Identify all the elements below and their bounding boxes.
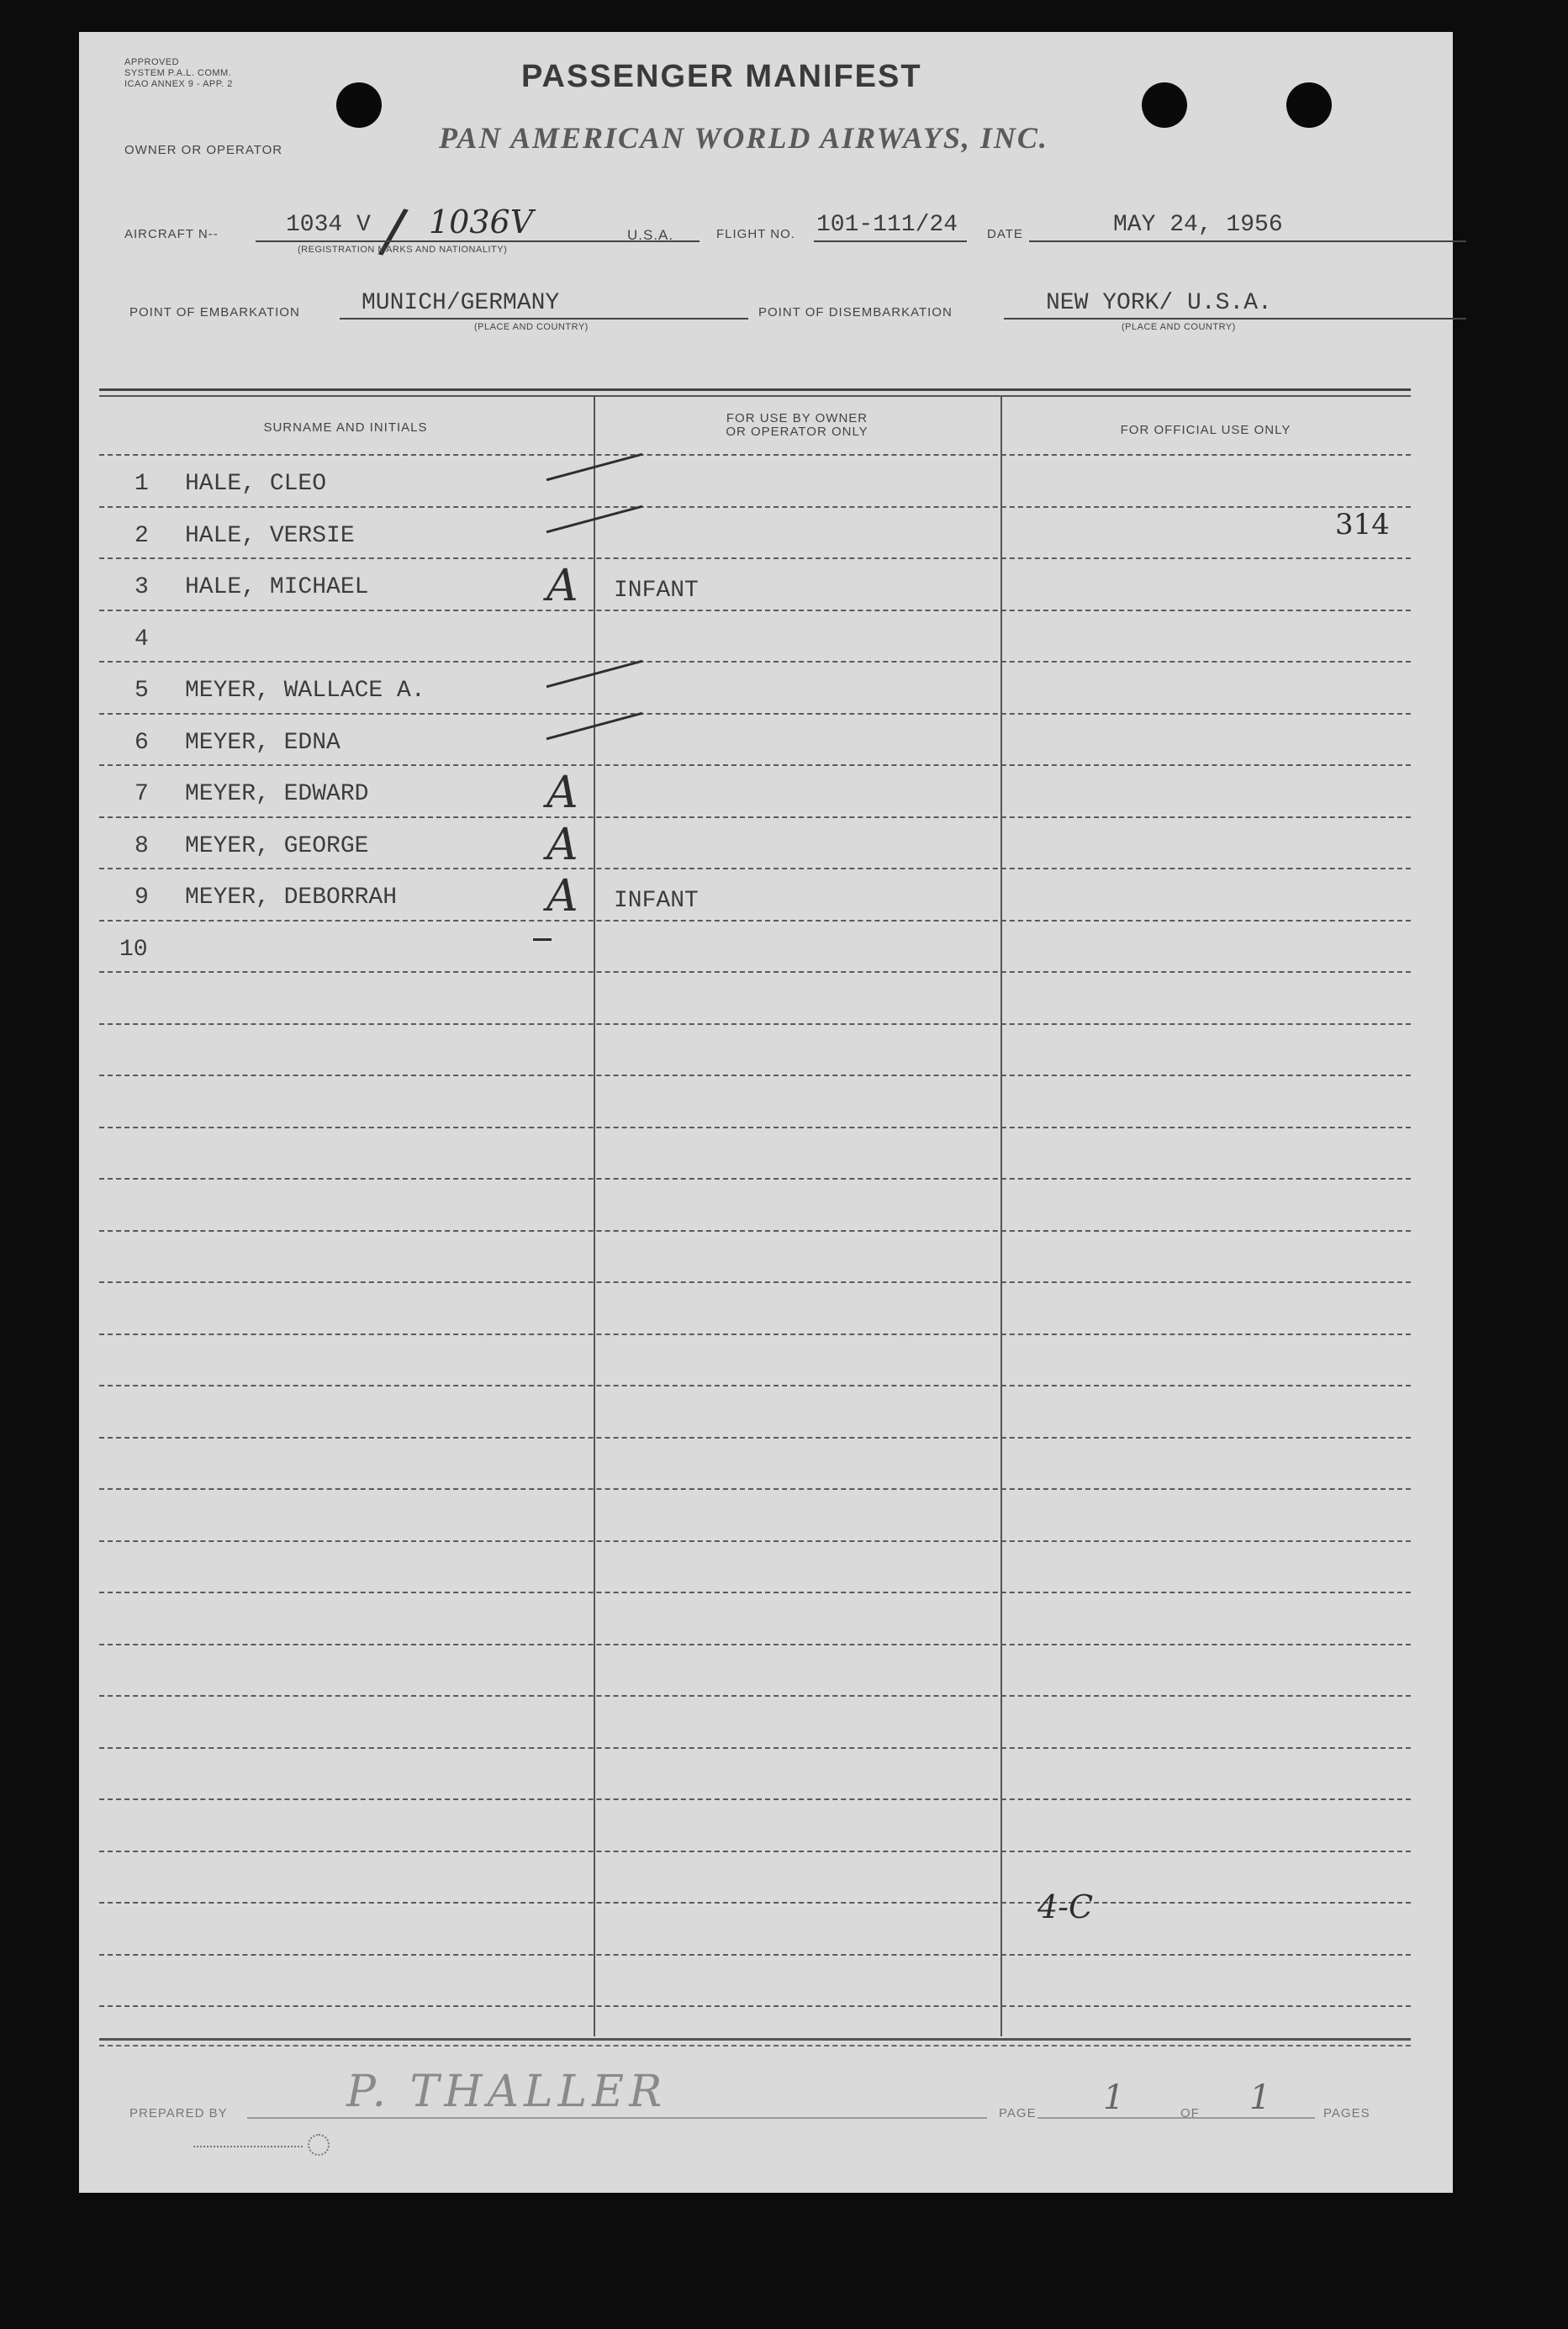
aircraft-handwritten: 1036V	[429, 203, 534, 240]
approval-line-2: SYSTEM P.A.L. COMM.	[124, 68, 232, 78]
page-label: PAGE	[999, 2106, 1037, 2120]
approval-line-3: ICAO ANNEX 9 - APP. 2	[124, 79, 233, 89]
manifest-sheet	[79, 32, 1453, 2193]
prepared-by-underline	[247, 2117, 987, 2119]
pages-label: PAGES	[1323, 2106, 1370, 2120]
column-header-official: FOR OFFICIAL USE ONLY	[1120, 423, 1291, 437]
column-divider-1	[594, 395, 595, 2036]
row-line	[99, 816, 1411, 818]
passenger-number: 10	[119, 937, 148, 963]
passenger-number: 3	[135, 574, 149, 600]
column-header-names: SURNAME AND INITIALS	[263, 420, 428, 435]
printer-seal	[308, 2134, 330, 2156]
embarkation-sublabel: (PLACE AND COUNTRY)	[474, 322, 589, 332]
flight-underline	[814, 240, 967, 242]
passenger-number: 6	[135, 730, 149, 756]
prepared-by-label: PREPARED BY	[129, 2106, 228, 2120]
row-line	[99, 2005, 1411, 2007]
table-top-rule-1	[99, 388, 1411, 391]
table-bottom-rule-2	[99, 2045, 1411, 2046]
row-line	[99, 1437, 1411, 1439]
row-line	[99, 920, 1411, 922]
bottom-note: 4-C	[1037, 1888, 1094, 1925]
row-line	[99, 1127, 1411, 1128]
row-line	[99, 1178, 1411, 1180]
row-line	[99, 1695, 1411, 1697]
page-underline	[1037, 2117, 1315, 2119]
owner-label: OWNER OR OPERATOR	[124, 143, 283, 157]
passenger-number: 2	[135, 523, 149, 549]
column-header-owner-use-2: OR OPERATOR ONLY	[726, 425, 868, 439]
row-line	[99, 506, 1411, 508]
passenger-mark-a: A	[546, 768, 578, 818]
passenger-name: MEYER, EDWARD	[185, 781, 369, 807]
disembarkation-value: NEW YORK/ U.S.A.	[1046, 290, 1272, 316]
row-line	[99, 610, 1411, 611]
punch-hole-middle	[1142, 82, 1187, 128]
row-line	[99, 1747, 1411, 1749]
flight-label: FLIGHT NO.	[716, 227, 795, 241]
row-line	[99, 713, 1411, 715]
nationality: U.S.A.	[627, 227, 674, 243]
column-divider-2	[1000, 395, 1002, 2036]
disembarkation-label: POINT OF DISEMBARKATION	[758, 305, 953, 320]
row-line	[99, 868, 1411, 869]
page-number: 1	[1103, 2078, 1125, 2117]
form-title: PASSENGER MANIFEST	[521, 59, 922, 94]
of-label: OF	[1180, 2106, 1200, 2120]
embarkation-label: POINT OF EMBARKATION	[129, 305, 300, 320]
embarkation-underline	[340, 318, 748, 320]
passenger-number: 5	[135, 678, 149, 704]
row-line	[99, 1023, 1411, 1025]
passenger-number: 8	[135, 833, 149, 859]
passenger-name: MEYER, GEORGE	[185, 833, 369, 859]
row-line	[99, 1798, 1411, 1800]
row-line	[99, 1954, 1411, 1956]
passenger-number: 9	[135, 885, 149, 911]
row-line	[99, 1281, 1411, 1283]
row-line	[99, 1851, 1411, 1852]
row-line	[99, 557, 1411, 559]
row-line	[99, 1592, 1411, 1593]
date-underline	[1029, 240, 1466, 242]
passenger-number: 7	[135, 781, 149, 807]
passenger-name: HALE, MICHAEL	[185, 574, 369, 600]
aircraft-value: 1034 V	[286, 212, 371, 238]
row-line	[99, 454, 1411, 456]
passenger-note: INFANT	[614, 578, 699, 604]
operator-name: PAN AMERICAN WORLD AIRWAYS, INC.	[439, 121, 1048, 155]
passenger-mark-a: A	[546, 820, 578, 870]
date-label: DATE	[987, 227, 1023, 241]
passenger-name: MEYER, WALLACE A.	[185, 678, 425, 704]
row-line	[99, 1540, 1411, 1542]
row-line	[99, 1488, 1411, 1490]
disembarkation-underline	[1004, 318, 1466, 320]
row-line	[99, 1902, 1411, 1904]
row-line	[99, 1644, 1411, 1645]
passenger-mark-a: A	[546, 871, 578, 922]
aircraft-sublabel: (REGISTRATION MARKS AND NATIONALITY)	[298, 245, 508, 255]
embarkation-value: MUNICH/GERMANY	[362, 290, 560, 316]
punch-hole-right	[1286, 82, 1332, 128]
row-line	[99, 1075, 1411, 1076]
disembarkation-sublabel: (PLACE AND COUNTRY)	[1122, 322, 1236, 332]
row-line	[99, 764, 1411, 766]
official-number: 314	[1335, 508, 1390, 541]
row-line	[99, 1230, 1411, 1232]
aircraft-label: AIRCRAFT N--	[124, 227, 219, 241]
flight-value: 101-111/24	[816, 212, 958, 238]
aircraft-slash: /	[376, 193, 411, 267]
printer-stamp	[193, 2146, 303, 2147]
row-10-dash-mark	[533, 938, 552, 941]
passenger-note: INFANT	[614, 888, 699, 914]
passenger-number: 1	[135, 471, 149, 497]
approval-line-1: APPROVED	[124, 57, 180, 67]
table-top-rule-2	[99, 395, 1411, 397]
passenger-name: HALE, CLEO	[185, 471, 327, 497]
row-line	[99, 661, 1411, 663]
passenger-name: HALE, VERSIE	[185, 523, 355, 549]
row-line	[99, 1333, 1411, 1335]
passenger-name: MEYER, DEBORRAH	[185, 885, 398, 911]
passenger-name: MEYER, EDNA	[185, 730, 341, 756]
table-bottom-rule-1	[99, 2038, 1411, 2041]
date-value: MAY 24, 1956	[1113, 212, 1283, 238]
punch-hole-left	[336, 82, 382, 128]
total-pages: 1	[1249, 2078, 1271, 2117]
passenger-mark-a: A	[546, 561, 578, 611]
passenger-number: 4	[135, 626, 149, 652]
prepared-by-signature: P. THALLER	[346, 2067, 668, 2117]
row-line	[99, 971, 1411, 973]
row-line	[99, 1385, 1411, 1386]
column-header-owner-use-1: FOR USE BY OWNER	[726, 411, 868, 425]
